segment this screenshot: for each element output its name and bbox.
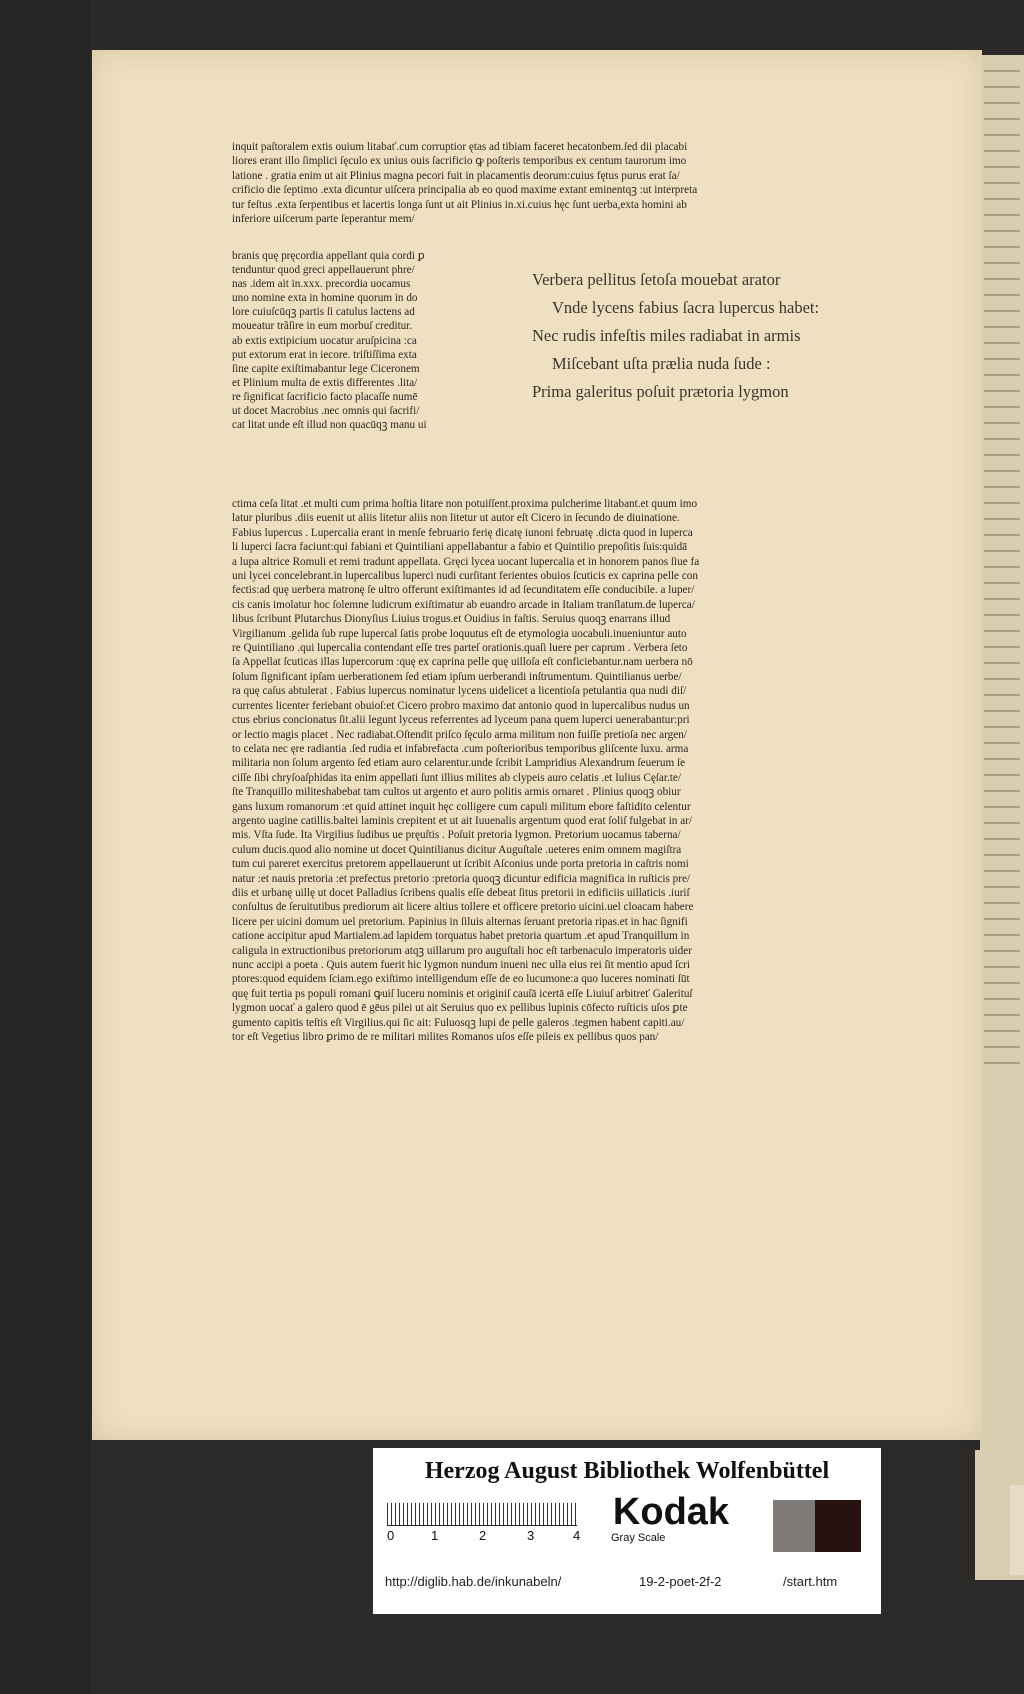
- text-line: catione accipitur apud Martialem.ad lapidem torquatus habet pretoria quartum .et apud Tranquillum in: [232, 930, 690, 943]
- text-line: branis quę pręcordia appellant quia cordi ꝑ: [232, 250, 425, 262]
- text-line: tur feſtus .exta ſerpentibus et lacertis longa ſunt ut ait Plinius in.xi.cuius hęc ſunt uerba,exta homini ab: [232, 198, 687, 211]
- verse-passage: [532, 266, 912, 406]
- text-line: gumento capitis teſtis eſt Virgilius.qui ſic ait: Fuluosqꝫ lupi de pelle galeros .tegmen habent capiti.au/: [232, 1016, 685, 1029]
- text-line: li luperci ſacra faciunt:qui fabiani et Quintiliani appellabantur a fabio et Quintilio prepoſitis ſuis:quidā: [232, 541, 688, 554]
- text-line: re ſignificat ſacrificio facto placaſſe numē: [232, 390, 418, 403]
- text-line: uni lycei concelebrant.in lupercalibus luperci nudi curſitant ferientes obuios ſcuticis ex caprina pelle con: [232, 570, 698, 583]
- text-line: liores erant illo ſimplici ſęculo ex unius ouis ſacrificio ꝙ poſteris temporibus ex centum taurorum imo: [232, 155, 687, 168]
- text-line: diis et urbanę uillę ut docet Palladius ſcribens qualis eſſe debeat ſitus pretorii in edificiis uillaticis .iuriſ: [232, 886, 690, 899]
- adjacent-page-text: [984, 70, 1020, 1070]
- text-line: to celata nec ęre radiantia .ſed rudia et infabrefacta .cum poſterioribus temporibus gliſcente luxu. arma: [232, 742, 689, 755]
- ruler-number: 4: [573, 1528, 581, 1543]
- text-line: cat litat unde eſt illud non quacūqꝫ manu ui: [232, 419, 427, 432]
- text-line: tenduntur quod greci appellauerunt phre/: [232, 264, 415, 277]
- scan-background-top: [0, 0, 1024, 50]
- text-line: conſultus de ſeruitutibus prediorum ait licere altius tollere et officere pretorio uicini.uel cloacam habere: [232, 901, 694, 914]
- text-line: ab extis extipicium uocatur aruſpicina :ca: [232, 334, 417, 347]
- text-line: crificio die ſeptimo .exta dicuntur uiſcera principalia ab eo quod maxime extant eminentqꝫ :ut interpreta: [232, 184, 698, 197]
- commentary-left-column: [232, 249, 514, 432]
- text-line: ptores:quod equidem ſciam.ego exiſtimo intelligendum eſſe de eo lucumone:a quo luceres nominati ſūt: [232, 973, 690, 986]
- text-line: argento uagine catillis.baltei laminis crepitent et ut ait Iuuenalis argentum quod erat ſoliſ fulgebat in ar/: [232, 814, 692, 827]
- text-line: ciſſe ſibi chryſoaſphidas ita enim appellati ſunt illius milites ab clypeis auro celatis .et Iulius Cęſar.te/: [232, 771, 681, 784]
- library-color-bar: [373, 1448, 881, 1614]
- text-line: ctima ceſa litat .et multi cum prima hoſtia litare non potuiſſent.proxima pulcherime litabant.et quum imo: [232, 498, 698, 510]
- ruler-number: 2: [479, 1528, 487, 1543]
- text-line: ſolum ſignificant ipſam uerberationem ſed etiam ipſum uerberandi inſtrumentum. Quintilianus uerbe/: [232, 670, 682, 683]
- library-title: Herzog August Bibliothek Wolfenbüttel: [424, 1458, 830, 1484]
- ruler-number: 3: [527, 1528, 535, 1543]
- text-line: libus ſcribunt Plutarchus Dionyſius Liuius trogus.et Ouidius in faſtis. Seruius quoqꝫ enarrans illud: [232, 613, 671, 626]
- text-line: et Plinium multa de extis differentes .lita/: [232, 376, 418, 389]
- scan-background-left: [0, 0, 90, 1694]
- text-line: ſine capite exiſtimabantur lege Ciceronem: [232, 362, 420, 375]
- text-line: re Quintiliano .qui lupercalia contendant eſſe tres parteſ orationis.quaſi luere per caprum . Verbera ſeto: [232, 642, 688, 655]
- text-line: a lupa altrice Romuli et remi tradunt appellata. Gręci lycea uocant lupercalia et in honorem panos ſiue fa: [232, 555, 700, 568]
- text-line: cis canis imolatur hoc ſolemne ludicrum exiſtimatur ab euandro arcade in Italiam tranſlatum.de luperca/: [232, 598, 695, 611]
- text-line: moueatur trãſire in eum morbuſ creditur.: [232, 320, 413, 333]
- text-line: or lectio magis placet . Nec radiabat.Oſtendit priſco ſęculo arma militum non fuiſſe pretioſa nec argen/: [232, 728, 687, 741]
- text-line: lygmon uocať a galero quod ē gēus pilei ut ait Seruius quo ex pellibus lupinis cōfecto ruſticis uſos ꝑte: [232, 1002, 688, 1015]
- shelfmark: 19-2-poet-2f-2: [639, 1574, 722, 1589]
- text-line: latione . gratia enim ut ait Plinius magna pecori fuit in placamentis deorum:cuius fętus purus erat ſa/: [232, 169, 680, 182]
- text-line: quę fuit tertia ps populi romani ꝙuiſ luceru nominis et originiſ cauſā icertā eſſe Liuiuſ arbitreť Galerituſ: [232, 987, 693, 1000]
- text-line: culum ducis.quod alio nomine ut docet Quintilianus dicitur Auguſtale .ueteres enim omnem magiſtra: [232, 843, 682, 856]
- text-line: licere per uicini domum uel pretorium. Papinius in ſiluis alternas ſeruant pretoria ripas.et in hac ſignifi: [232, 915, 688, 928]
- text-line: Vnde lycens fabius ſacra lupercus habet:: [552, 298, 820, 317]
- page-tab: [1010, 1485, 1024, 1575]
- text-line: uno nomine exta in homine quorum in do: [232, 292, 418, 305]
- commentary-top-block: [232, 140, 922, 226]
- commentary-bottom-block: [232, 497, 922, 1044]
- text-line: nunc accipi a poeta . Quis autem fuerit hic lygmon nundum inueni nec ulla eius rei ſit mentio apud ſcri: [232, 959, 690, 971]
- text-line: inquit paſtoralem extis ouium litabať.cum corruptior ętas ad tibiam faceret hecatonbem.ſed dii placabi: [232, 141, 688, 153]
- text-line: put extorum erat in iecore. triſtiſſima exta: [232, 348, 417, 361]
- text-line: natur :et nauis pretoria :et prefectus pretorio :pretoria quoqꝫ dicuntur edificia magnifica in ruſticis pre/: [232, 872, 691, 885]
- text-line: mis. Vſta ſude. Ita Virgilius ſudibus ue pręuſtis . Poſuit pretoria lygmon. Pretorium uocamus taberna/: [232, 829, 681, 842]
- text-line: fectis:ad quę uerbera matronę ſe ultro offerunt exiſtimantes id ad ſecunditatem eſſe conducibile. a luper/: [232, 584, 695, 597]
- text-line: latur pluribus .diis euenit ut aliis litetur aliis non litetur ut autor eſt Cicero in ſecundo de diuinatione.: [232, 512, 680, 525]
- text-line: inferiore uiſcerum parte ſeperantur mem/: [232, 213, 415, 226]
- text-line: ſte Tranquillo militeshabebat tam cultos ut argento et auro politis armis ornaret . Plinius quoqꝫ obiur: [232, 786, 681, 799]
- text-line: Miſcebant uſta prælia nuda ſude :: [552, 354, 771, 373]
- text-line: Prima galeritus poſuit prætoria lygmon: [532, 382, 789, 401]
- text-line: tor eſt Vegetius libro ꝑrimo de re militari milites Romanos uſos eſſe pileis ex pellibus quos pan/: [232, 1031, 659, 1044]
- text-line: currentes licenter feriebant obuioſ:et Cicero probro maximo dat antonio quod in lupercalibus nudus un: [232, 699, 690, 712]
- page-link: /start.htm: [783, 1574, 838, 1589]
- text-line: nas .idem ait in.xxx. precordia uocamus: [232, 278, 411, 291]
- text-line: militaria non ſolum argento ſed etiam auro celarentur.unde ſcribit Lampridius Alexandrum ſeuerum ſe: [232, 757, 686, 770]
- kodak-logo: Kodak: [612, 1491, 730, 1533]
- text-line: lore cuiuſcūqꝫ partis ſi catulus lactens ad: [232, 306, 415, 319]
- library-footer: [373, 1574, 881, 1598]
- text-line: Fabius lupercus . Lupercalia erant in menſe februario ferię dicatę iunoni februatę .dicta quod in luperca: [232, 526, 693, 539]
- scale-ruler: [387, 1503, 577, 1526]
- text-line: ra quę caſus abtulerat . Fabius lupercus nominatur lycens uidelicet a licentioſa petulantia qua nudi diſ/: [232, 685, 687, 698]
- gray-swatch: [773, 1500, 815, 1552]
- library-url: http://diglib.hab.de/inkunabeln/: [385, 1574, 562, 1589]
- gray-scale-label: Gray Scale: [611, 1532, 666, 1544]
- text-line: ſa Appellat ſcuticas illas lupercorum :quę ex caprina pelle quę uilloſa eſt conficiebantur.nam uerbera nō: [232, 656, 693, 669]
- text-line: gans luxum romanorum :et quid attinet inquit hęc colligere cum capuli militum ebore faſtidito celentur: [232, 800, 691, 813]
- text-line: tum cui pareret exercitus pretorem appellauerunt ut ſcribit Aſconius unde porta pretoria in caſtris nomi: [232, 858, 689, 871]
- text-line: Verbera pellitus ſetoſa mouebat arator: [532, 270, 781, 289]
- text-line: caligula in extructionibus pretoriorum atqꝫ uillarum pro auguſtali hoc eſt tarbenaculo imperatoris uider: [232, 944, 692, 957]
- text-line: Virgilianum .gelida ſub rupe lupercal ſatis probe loquutus eſt de etymologia uocabuli.inueniuntur auto: [232, 627, 687, 640]
- dark-swatch: [815, 1500, 861, 1552]
- ruler-number: 1: [431, 1528, 439, 1543]
- text-line: Nec rudis infeſtis miles radiabat in armis: [532, 326, 801, 345]
- ruler-number: 0: [387, 1528, 395, 1543]
- ruler-numbers: [387, 1528, 587, 1544]
- text-line: ctus ebrius concionatus ſit.alii legunt lyceus referrentes ad lyceum pana quem luperci uenerabantur:pri: [232, 714, 690, 727]
- text-line: ut docet Macrobius .nec omnis qui ſacrifi/: [232, 405, 420, 418]
